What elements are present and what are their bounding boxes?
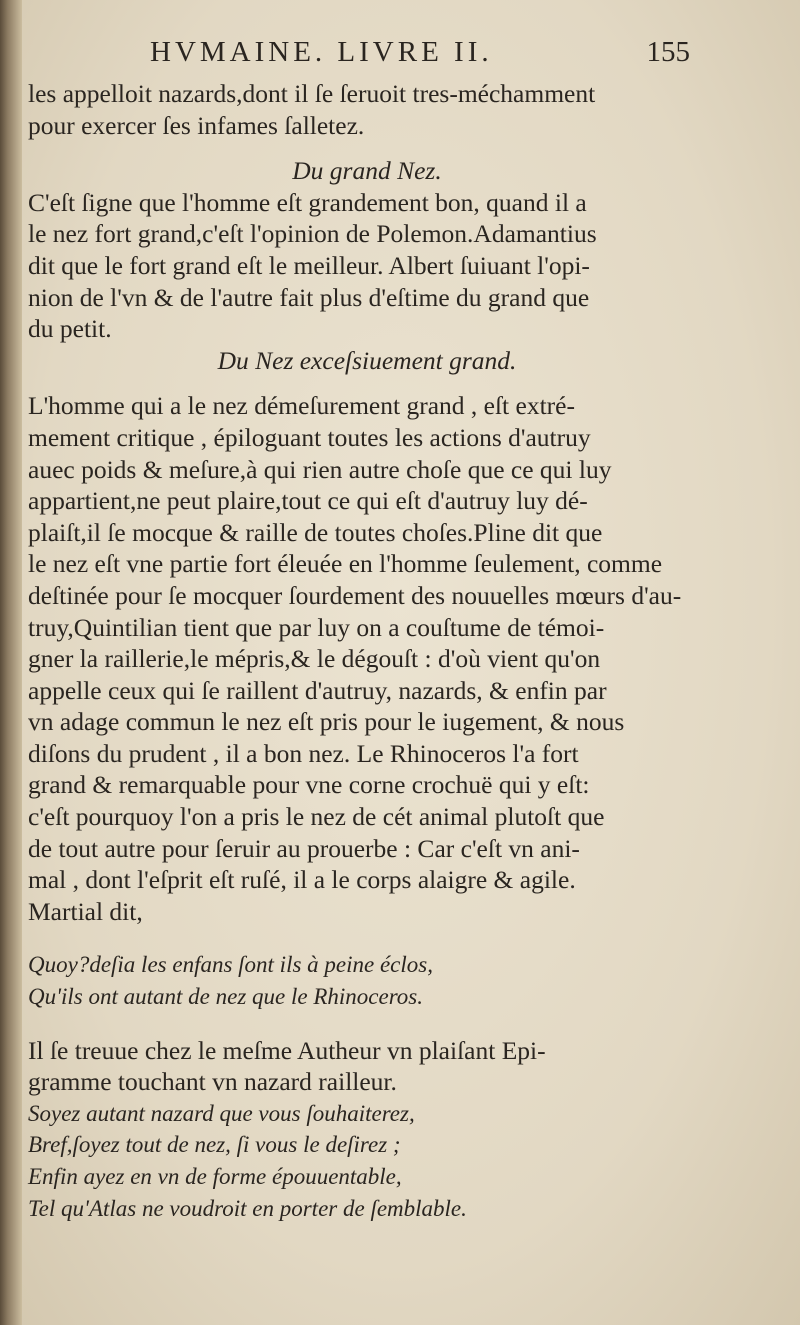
- running-title: HVMAINE. LIVRE II.: [150, 36, 493, 68]
- text-line: pour exercer ſes infames ſalletez.: [28, 110, 365, 140]
- text-line: le nez fort grand,c'eſt l'opinion de Polemon.Adamantius: [28, 219, 597, 249]
- page-number: 155: [646, 36, 690, 68]
- text-line: gner la raillerie,le mépris,& le dégouſt : d'où vient qu'on: [28, 644, 601, 674]
- text-line: du petit.: [28, 314, 112, 344]
- text-line: c'eſt pourquoy l'on a pris le nez de cét animal plutoſt que: [28, 802, 605, 832]
- text-line: L'homme qui a le nez démeſurement grand , eſt extré-: [28, 391, 575, 421]
- section-heading: Du Nez exceſsiuement grand.: [217, 345, 517, 375]
- text-line: mal , dont l'eſprit eſt ruſé, il a le corps alaigre & agile.: [28, 865, 576, 895]
- text-line: deſtinée pour ſe mocquer ſourdement des nouuelles mœurs d'au-: [28, 580, 682, 610]
- text-line: les appelloit nazards,dont il ſe ſeruoit tres-méchamment: [28, 79, 596, 108]
- text-line: appartient,ne peut plaire,tout ce qui eſt d'autruy luy dé-: [28, 486, 588, 516]
- text-line: plaiſt,il ſe mocque & raille de toutes choſes.Pline dit que: [28, 517, 603, 547]
- text-line: gramme touchant vn nazard railleur.: [28, 1067, 397, 1097]
- text-line: grand & remarquable pour vne corne crochuë qui y eſt:: [28, 770, 590, 800]
- verse-line: Bref,ſoyez tout de nez, ſi vous le deſirez ;: [28, 1132, 401, 1158]
- verse-line: Qu'ils ont autant de nez que le Rhinoceros.: [28, 984, 424, 1010]
- verse-line: Enfin ayez en vn de forme épouuentable,: [28, 1164, 402, 1189]
- text-line: dit que le fort grand eſt le meilleur. Albert ſuiuant l'opi-: [28, 250, 590, 280]
- text-line: auec poids & meſure,à qui rien autre choſe que ce qui luy: [28, 454, 612, 484]
- text-line: C'eſt ſigne que l'homme eſt grandement bon, quand il a: [28, 187, 587, 217]
- section-heading: Du grand Nez.: [292, 156, 442, 186]
- text-line: de tout autre pour ſeruir au prouerbe : Car c'eſt vn ani-: [28, 833, 580, 863]
- text-line: Il ſe treuue chez le meſme Autheur vn plaiſant Epi-: [28, 1035, 546, 1065]
- text-line: diſons du prudent , il a bon nez. Le Rhinoceros l'a fort: [28, 738, 579, 768]
- text-line: mement critique , épiloguant toutes les actions d'autruy: [28, 422, 591, 452]
- text-line: vn adage commun le nez eſt pris pour le iugement, & nous: [28, 707, 625, 737]
- text-line: le nez eſt vne partie fort éleuée en l'homme ſeulement, comme: [28, 549, 663, 579]
- page-text: [28, 78, 706, 1224]
- verse-line: Tel qu'Atlas ne voudroit en porter de ſemblable.: [28, 1195, 467, 1221]
- running-head: [150, 36, 690, 76]
- text-line: appelle ceux qui ſe raillent d'autruy, nazards, & enfin par: [28, 675, 607, 705]
- text-line: Martial dit,: [28, 896, 143, 926]
- verse-line: Soyez autant nazard que vous ſouhaiterez,: [28, 1100, 415, 1126]
- text-line: nion de l'vn & de l'autre fait plus d'eſtime du grand que: [28, 282, 590, 312]
- verse-line: Quoy?deſia les enfans ſont ils à peine éclos,: [28, 952, 433, 978]
- page-binding-edge: [0, 0, 22, 1325]
- text-line: truy,Quintilian tient que par luy on a couſtume de témoi-: [28, 612, 605, 642]
